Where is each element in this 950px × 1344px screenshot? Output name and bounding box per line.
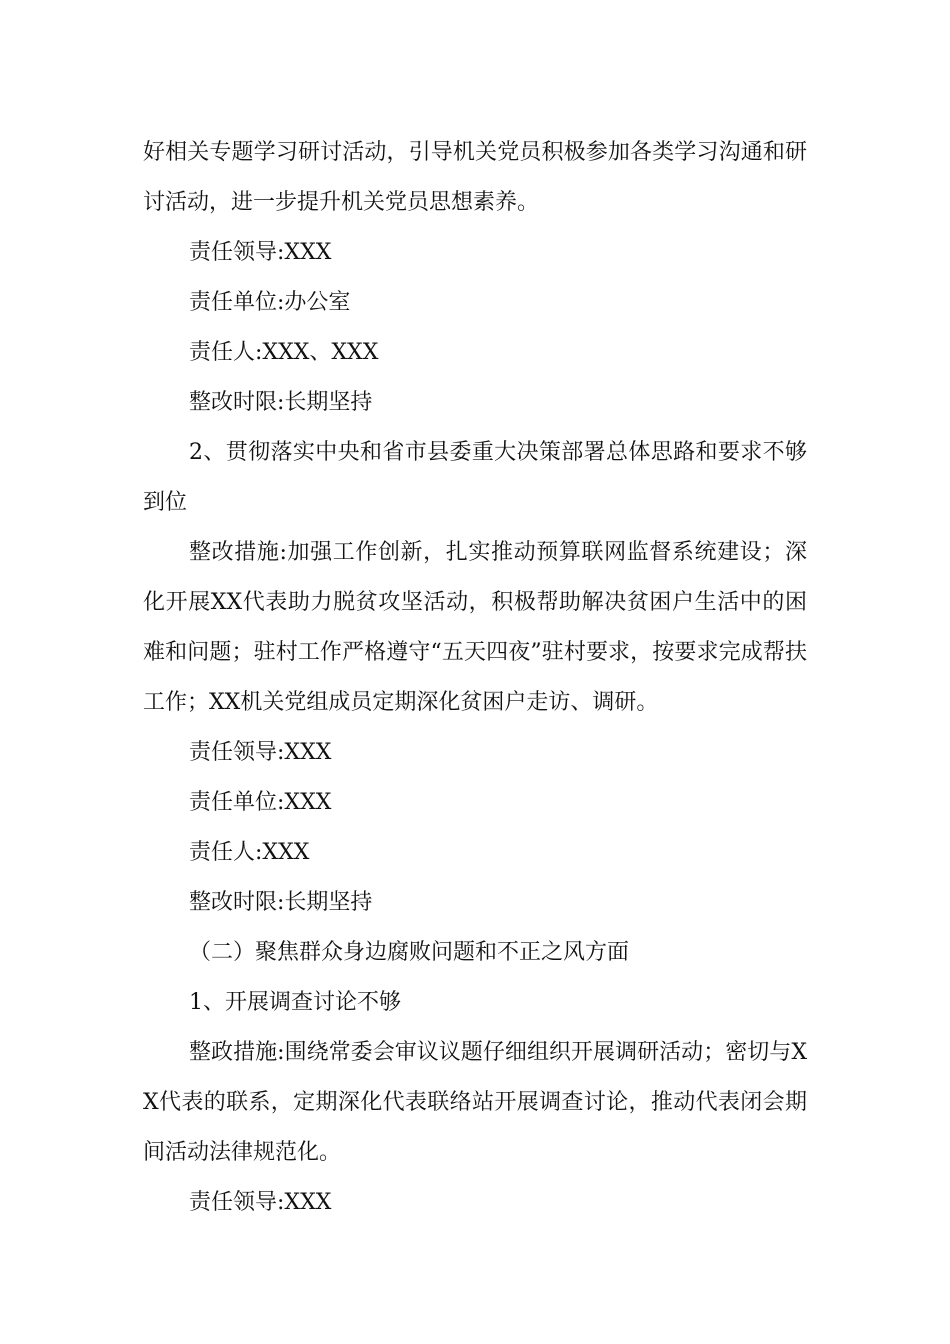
responsible-person: 责任人:XXX bbox=[189, 840, 310, 865]
responsible-unit: 责任单位:XXX bbox=[189, 790, 332, 815]
issue-heading-2: 2、贯彻落实中央和省市县委重大决策部署总体思路和要求不够到位 bbox=[143, 440, 807, 515]
responsible-leader: 责任领导:XXX bbox=[189, 1190, 332, 1215]
responsible-leader: 责任领导:XXX bbox=[189, 240, 332, 265]
responsible-leader: 责任领导:XXX bbox=[189, 740, 332, 765]
responsible-person: 责任人:XXX、XXX bbox=[189, 340, 379, 365]
rectification-measures: 整政措施:围绕常委会审议议题仔细组织开展调研活动；密切与XX代表的联系，定期深化代表联络站开展调查讨论，推动代表闭会期间活动法律规范化。 bbox=[143, 1040, 807, 1165]
rectification-deadline: 整改时限:长期坚持 bbox=[189, 390, 373, 415]
paragraph-continuation: 好相关专题学习研讨活动，引导机关党员积极参加各类学习沟通和研讨活动，进一步提升机关党员思想素养。 bbox=[143, 140, 807, 215]
rectification-measures: 整改措施:加强工作创新，扎实推动预算联网监督系统建设；深化开展XX代表助力脱贫攻坚活动，积极帮助解决贫困户生活中的困难和问题；驻村工作严格遵守“五天四夜”驻村要求，按要求完成帮扶工作；XX机关党组成员定期深化贫困户走访、调研。 bbox=[143, 540, 807, 715]
section-heading-2: （二）聚焦群众身边腐败问题和不正之风方面 bbox=[189, 940, 630, 965]
responsible-unit: 责任单位:办公室 bbox=[189, 290, 351, 315]
issue-heading-1: 1、开展调查讨论不够 bbox=[189, 990, 401, 1015]
document-body bbox=[143, 128, 807, 1228]
rectification-deadline: 整改时限:长期坚持 bbox=[189, 890, 373, 915]
